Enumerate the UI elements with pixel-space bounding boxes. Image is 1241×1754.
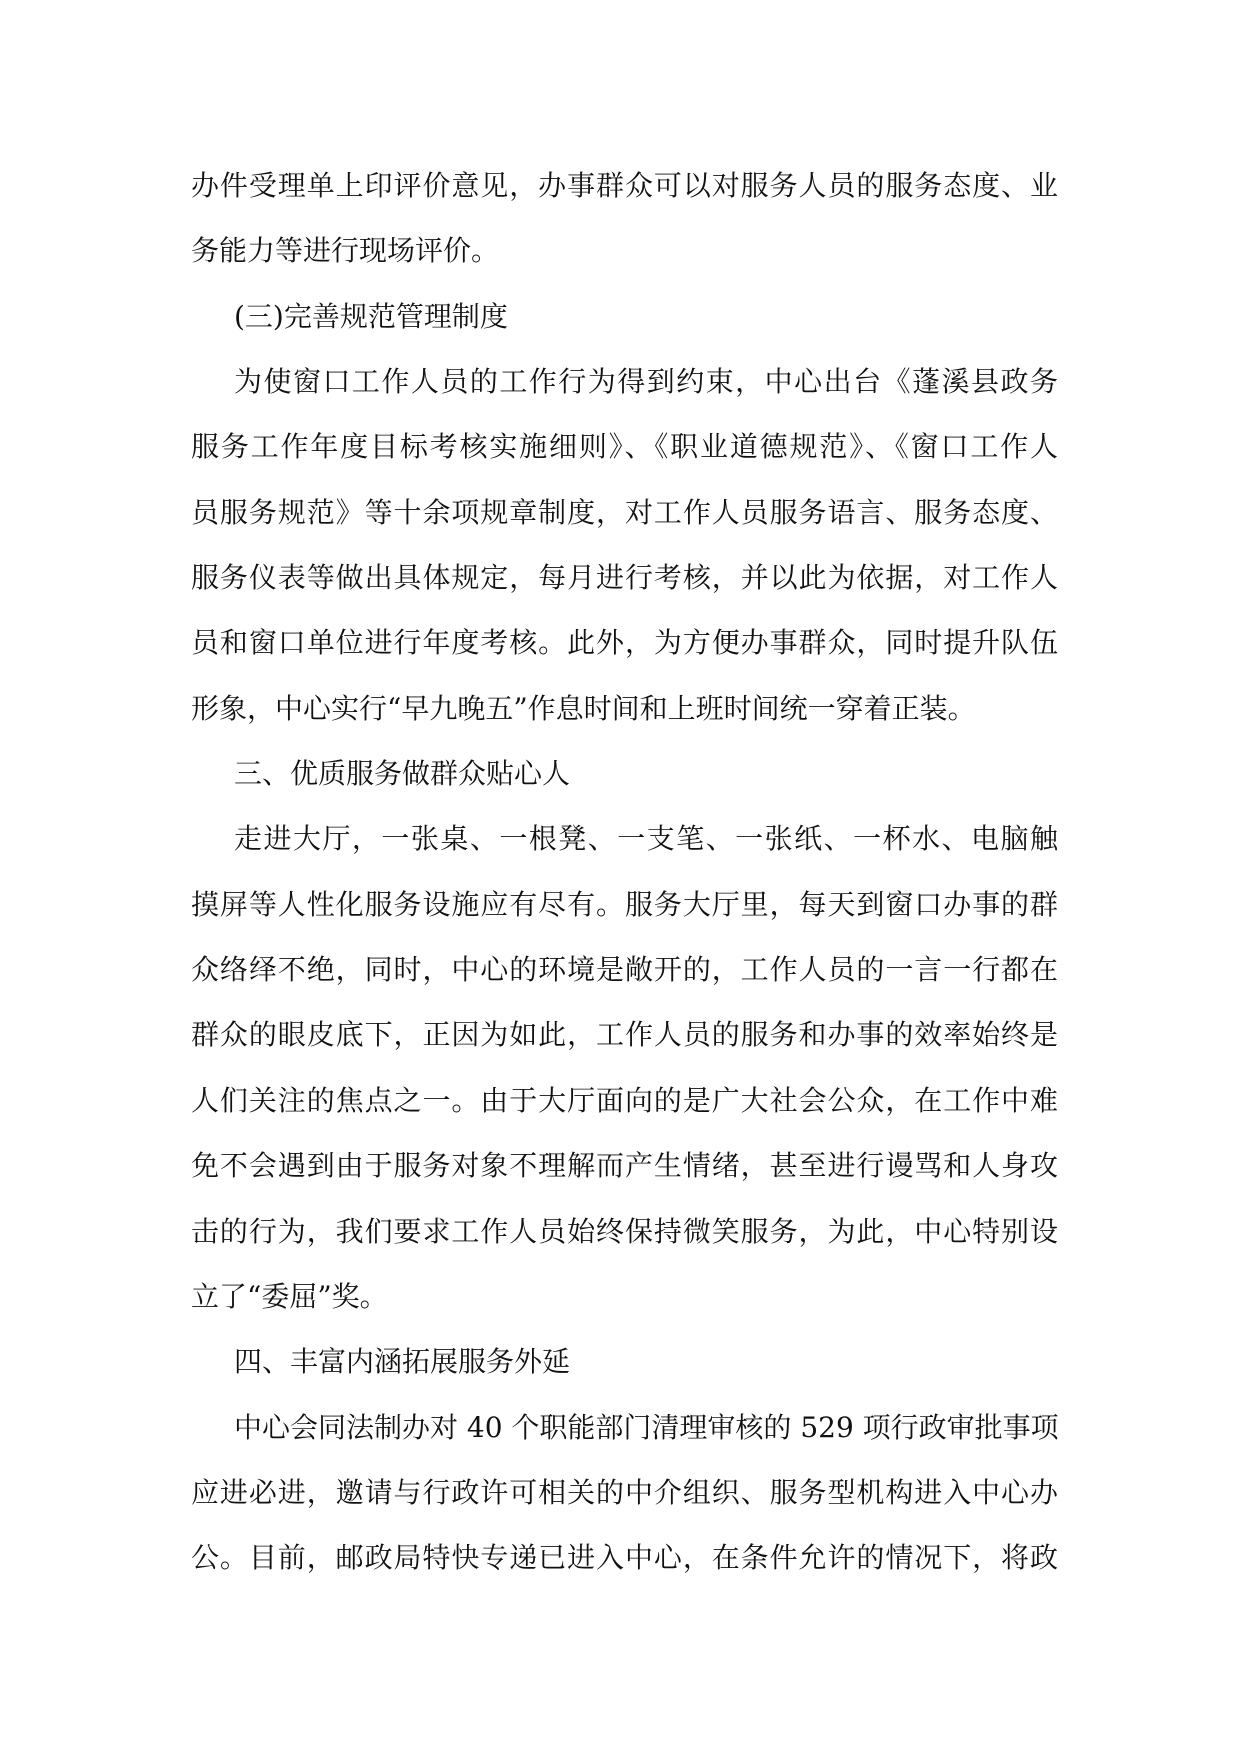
- paragraph: [191, 349, 1058, 741]
- text-line: 立了“委屈”奖。: [191, 1279, 388, 1313]
- section-heading: [191, 284, 1058, 349]
- text-line: 服务仪表等做出具体规定，每月进行考核，并以此为依据，对工作人: [191, 561, 1058, 595]
- text-line: 员和窗口单位进行年度考核。此外，为方便办事群众，同时提升队伍: [191, 626, 1058, 660]
- paragraph: [191, 1395, 1058, 1591]
- section-heading: [191, 741, 1058, 806]
- text-line: 众络绎不绝，同时，中心的环境是敞开的，工作人员的一言一行都在: [191, 953, 1058, 987]
- document-page: [191, 153, 1058, 1591]
- text-line: 免不会遇到由于服务对象不理解而产生情绪，甚至进行谩骂和人身攻: [191, 1149, 1058, 1183]
- text-line: 摸屏等人性化服务设施应有尽有。服务大厅里，每天到窗口办事的群: [191, 887, 1058, 921]
- text-line: 员服务规范》等十余项规章制度，对工作人员服务语言、服务态度、: [191, 495, 1058, 529]
- text-line: 服务工作年度目标考核实施细则》、《职业道德规范》、《窗口工作人: [191, 430, 1058, 464]
- text-line: 公。目前，邮政局特快专递已进入中心，在条件允许的情况下，将政: [191, 1541, 1058, 1575]
- text-line: 形象，中心实行“早九晚五”作息时间和上班时间统一穿着正装。: [191, 691, 976, 725]
- heading-text: 三、优质服务做群众贴心人: [234, 757, 571, 791]
- text-line: 走进大厅，一张桌、一根凳、一支笔、一张纸、一杯水、电脑触: [234, 822, 1058, 856]
- text-line: 办件受理单上印评价意见，办事群众可以对服务人员的服务态度、业: [191, 169, 1058, 202]
- text-line: 人们关注的焦点之一。由于大厅面向的是广大社会公众，在工作中难: [191, 1083, 1058, 1117]
- heading-text: 四、丰富内涵拓展服务外延: [234, 1345, 571, 1379]
- text-line: 击的行为，我们要求工作人员始终保持微笑服务，为此，中心特别设: [191, 1214, 1058, 1248]
- heading-text: (三)完善规范管理制度: [234, 299, 508, 333]
- text-line: 为使窗口工作人员的工作行为得到约束，中心出台《蓬溪县政务: [234, 365, 1058, 399]
- text-line: 务能力等进行现场评价。: [191, 234, 500, 268]
- text-line: 群众的眼皮底下，正因为如此，工作人员的服务和办事的效率始终是: [191, 1018, 1058, 1052]
- text-line: 应进必进，邀请与行政许可相关的中介组织、服务型机构进入中心办: [191, 1475, 1058, 1509]
- section-heading: [191, 1329, 1058, 1394]
- text-line: 中心会同法制办对 40 个职能部门清理审核的 529 项行政审批事项: [234, 1410, 1059, 1444]
- paragraph: [191, 806, 1058, 1329]
- paragraph: [191, 153, 1058, 284]
